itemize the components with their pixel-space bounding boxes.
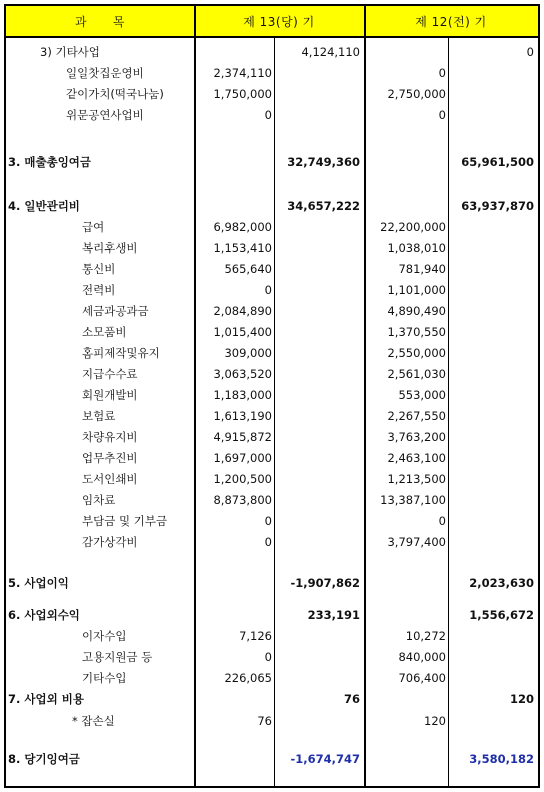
row-label: 차량유지비	[82, 430, 138, 444]
row-prev-detail: 1,038,010	[387, 241, 446, 255]
row-cur-total: 233,191	[307, 608, 360, 622]
row-prev-detail: 4,890,490	[387, 304, 446, 318]
row-label: 7. 사업외 비용	[8, 692, 84, 706]
row-label: 도서인쇄비	[82, 472, 138, 486]
table-row	[6, 364, 538, 385]
row-label: 회원개발비	[82, 388, 138, 402]
row-cur-detail: 4,915,872	[213, 430, 272, 444]
row-cur-detail: 6,982,000	[213, 220, 272, 234]
table-row	[6, 532, 538, 553]
row-prev-detail: 13,387,100	[380, 493, 446, 507]
row-cur-detail: 0	[264, 650, 272, 664]
row-label: 4. 일반관리비	[8, 199, 80, 213]
table-row	[6, 301, 538, 322]
table-row	[6, 511, 538, 532]
table-row	[6, 63, 538, 84]
row-label: 감가상각비	[82, 535, 138, 549]
table-row	[6, 152, 538, 173]
row-prev-total: 2,023,630	[469, 576, 534, 590]
row-cur-detail: 1,750,000	[213, 87, 272, 101]
row-label: 8. 당기잉여금	[8, 752, 80, 766]
table-row	[6, 343, 538, 364]
row-prev-detail: 1,101,000	[387, 283, 446, 297]
row-cur-detail: 2,084,890	[213, 304, 272, 318]
row-prev-total: 3,580,182	[469, 752, 534, 766]
row-prev-detail: 553,000	[398, 388, 446, 402]
row-label: 기타수입	[82, 671, 127, 685]
row-cur-detail: 0	[264, 108, 272, 122]
table-row	[6, 490, 538, 511]
table-row	[6, 626, 538, 647]
row-cur-detail: 309,000	[224, 346, 272, 360]
row-label: 업무추진비	[82, 451, 138, 465]
row-label: 전력비	[82, 283, 116, 297]
row-prev-detail: 0	[438, 108, 446, 122]
row-prev-detail: 1,370,550	[387, 325, 446, 339]
row-prev-detail: 2,561,030	[387, 367, 446, 381]
row-prev-detail: 120	[424, 714, 446, 728]
row-cur-total: -1,907,862	[290, 576, 360, 590]
row-cur-detail: 1,153,410	[213, 241, 272, 255]
row-label: 부담금 및 기부금	[82, 514, 168, 528]
row-prev-total: 0	[526, 45, 534, 59]
row-label: 같이가치(떡국나눔)	[66, 87, 164, 101]
row-prev-total: 120	[509, 692, 534, 706]
row-cur-detail: 1,183,000	[213, 388, 272, 402]
table-row	[6, 84, 538, 105]
row-cur-detail: 0	[264, 283, 272, 297]
row-prev-total: 1,556,672	[469, 608, 534, 622]
row-prev-detail: 1,213,500	[387, 472, 446, 486]
row-prev-detail: 2,750,000	[387, 87, 446, 101]
row-cur-detail: 8,873,800	[213, 493, 272, 507]
row-label: 통신비	[82, 262, 116, 276]
row-prev-total: 65,961,500	[461, 155, 534, 169]
row-cur-detail: 7,126	[239, 629, 272, 643]
row-prev-detail: 2,463,100	[387, 451, 446, 465]
row-label: 3. 매출총잉여금	[8, 155, 92, 169]
row-cur-total: 32,749,360	[287, 155, 360, 169]
row-prev-detail: 0	[438, 66, 446, 80]
header-previous-label: 제 12(전) 기	[415, 14, 487, 29]
table-row	[6, 605, 538, 626]
row-prev-detail: 22,200,000	[380, 220, 446, 234]
row-label: 이자수입	[82, 629, 127, 643]
table-row	[6, 427, 538, 448]
row-label: 보험료	[82, 409, 116, 423]
row-cur-detail: 1,200,500	[213, 472, 272, 486]
header-current-label: 제 13(당) 기	[243, 14, 315, 29]
row-prev-detail: 840,000	[398, 650, 446, 664]
row-label: 6. 사업외수익	[8, 608, 80, 622]
financial-statement-table	[4, 4, 540, 788]
row-prev-total: 63,937,870	[461, 199, 534, 213]
row-cur-total: 76	[343, 692, 360, 706]
table-row	[6, 259, 538, 280]
row-label: * 잡손실	[72, 714, 115, 728]
table-row	[6, 749, 538, 770]
row-label: 일일찻집운영비	[66, 66, 144, 80]
row-cur-detail: 1,015,400	[213, 325, 272, 339]
row-cur-detail: 1,697,000	[213, 451, 272, 465]
row-prev-detail: 3,797,400	[387, 535, 446, 549]
row-cur-detail: 565,640	[224, 262, 272, 276]
row-cur-detail: 76	[257, 714, 272, 728]
row-prev-detail: 3,763,200	[387, 430, 446, 444]
table-row	[6, 280, 538, 301]
row-label: 복리후생비	[82, 241, 138, 255]
table-row	[6, 238, 538, 259]
row-cur-total: 34,657,222	[287, 199, 360, 213]
row-cur-detail: 3,063,520	[213, 367, 272, 381]
table-row	[6, 385, 538, 406]
row-cur-detail: 226,065	[224, 671, 272, 685]
row-cur-detail: 2,374,110	[213, 66, 272, 80]
table-row	[6, 42, 538, 63]
table-row	[6, 105, 538, 126]
row-prev-detail: 10,272	[405, 629, 446, 643]
table-row	[6, 322, 538, 343]
table-row	[6, 196, 538, 217]
header-current-period	[194, 6, 364, 38]
row-prev-detail: 2,267,550	[387, 409, 446, 423]
row-cur-detail: 0	[264, 535, 272, 549]
row-label: 소모품비	[82, 325, 127, 339]
table-row	[6, 448, 538, 469]
row-prev-detail: 781,940	[398, 262, 446, 276]
row-cur-total: 4,124,110	[301, 45, 360, 59]
header-subject-label: 과 목	[74, 14, 126, 29]
table-row	[6, 217, 538, 238]
row-label: 급여	[82, 220, 105, 234]
table-row	[6, 469, 538, 490]
table-row	[6, 406, 538, 427]
row-label: 임차료	[82, 493, 116, 507]
table-row	[6, 668, 538, 689]
row-label: 지급수수료	[82, 367, 138, 381]
row-prev-detail: 706,400	[398, 671, 446, 685]
table-row	[6, 647, 538, 668]
row-label: 고용지원금 등	[82, 650, 153, 664]
row-label: 위문공연사업비	[66, 108, 144, 122]
table-row	[6, 689, 538, 710]
table-row	[6, 711, 538, 732]
row-label: 3) 기타사업	[40, 45, 100, 59]
row-cur-total: -1,674,747	[290, 752, 360, 766]
row-cur-detail: 0	[264, 514, 272, 528]
table-row	[6, 573, 538, 594]
row-label: 5. 사업이익	[8, 576, 69, 590]
row-prev-detail: 2,550,000	[387, 346, 446, 360]
row-cur-detail: 1,613,190	[213, 409, 272, 423]
row-label: 홈피제작및유지	[82, 346, 160, 360]
row-prev-detail: 0	[438, 514, 446, 528]
header-subject	[6, 6, 194, 38]
row-label: 세금과공과금	[82, 304, 149, 318]
header-previous-period	[364, 6, 538, 38]
